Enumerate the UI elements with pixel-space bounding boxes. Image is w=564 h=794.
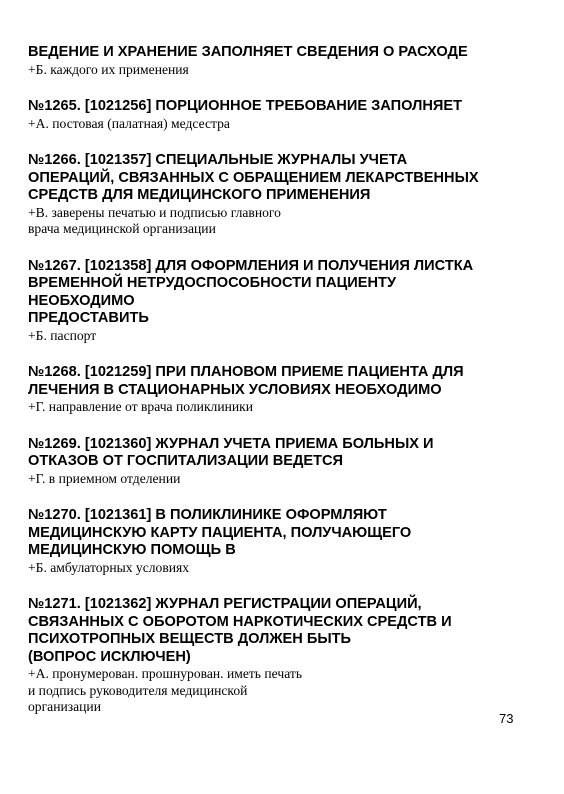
answer-text [28, 328, 538, 345]
answer-text [28, 205, 538, 238]
question-text [28, 258, 538, 328]
question-text [28, 436, 538, 471]
question-line: №1266. [1021357] СПЕЦИАЛЬНЫЕ ЖУРНАЛЫ УЧЕТА [28, 152, 408, 168]
answer-line: +В. заверены печатью и подписью главного [28, 204, 281, 220]
question-line: ВЕДЕНИЕ И ХРАНЕНИЕ ЗАПОЛНЯЕТ СВЕДЕНИЯ О РАСХОДЕ [28, 44, 468, 60]
question-line: №1265. [1021256] ПОРЦИОННОЕ ТРЕБОВАНИЕ ЗАПОЛНЯЕТ [28, 98, 462, 114]
question-line: №1267. [1021358] ДЛЯ ОФОРМЛЕНИЯ И ПОЛУЧЕНИЯ ЛИСТКА [28, 257, 474, 274]
answer-line: +Г. в приемном отделении [28, 470, 181, 486]
question-line: №1271. [1021362] ЖУРНАЛ РЕГИСТРАЦИИ ОПЕРАЦИЙ, [28, 596, 422, 612]
answer-text [28, 560, 538, 577]
question-line: ВРЕМЕННОЙ НЕТРУДОСПОСОБНОСТИ ПАЦИЕНТУ [28, 275, 397, 291]
question-block [28, 44, 538, 78]
answer-line: +Б. амбулаторных условиях [28, 559, 190, 575]
question-text [28, 507, 538, 560]
question-block [28, 98, 538, 132]
answer-text [28, 471, 538, 488]
question-block [28, 596, 538, 716]
answer-line: организации [28, 699, 101, 714]
document-body [28, 44, 538, 736]
answer-line: врача медицинской организации [28, 221, 216, 236]
question-block [28, 258, 538, 345]
question-line: ПРЕДОСТАВИТЬ [28, 310, 149, 326]
question-line: ОТКАЗОВ ОТ ГОСПИТАЛИЗАЦИИ ВЕДЕТСЯ [28, 453, 344, 469]
answer-text [28, 62, 538, 79]
answer-text [28, 666, 538, 716]
page-number: 73 [499, 711, 514, 726]
question-line: СРЕДСТВ ДЛЯ МЕДИЦИНСКОГО ПРИМЕНЕНИЯ [28, 187, 371, 203]
question-line: ЛЕЧЕНИЯ В СТАЦИОНАРНЫХ УСЛОВИЯХ НЕОБХОДИМО [28, 381, 442, 398]
question-text [28, 596, 538, 666]
question-line: ОПЕРАЦИЙ, СВЯЗАННЫХ С ОБРАЩЕНИЕМ ЛЕКАРСТВЕННЫХ [28, 169, 479, 186]
question-block [28, 507, 538, 576]
question-block [28, 364, 538, 416]
question-line: №1268. [1021259] ПРИ ПЛАНОВОМ ПРИЕМЕ ПАЦИЕНТА ДЛЯ [28, 364, 464, 380]
question-line: ПСИХОТРОПНЫХ ВЕЩЕСТВ ДОЛЖЕН БЫТЬ [28, 631, 352, 647]
answer-text [28, 399, 538, 416]
answer-line: +Г. направление от врача поликлиники [28, 399, 254, 414]
answer-line: +А. пронумерован. прошнурован. иметь печать [28, 666, 303, 681]
question-text [28, 44, 538, 62]
question-line: НЕОБХОДИМО [28, 292, 135, 309]
question-text [28, 364, 538, 399]
question-block [28, 152, 538, 238]
question-line: №1270. [1021361] В ПОЛИКЛИНИКЕ ОФОРМЛЯЮТ [28, 507, 387, 523]
answer-line: и подпись руководителя медицинской [28, 682, 248, 698]
answer-line: +Б. паспорт [28, 327, 97, 343]
question-text [28, 98, 538, 116]
question-line: №1269. [1021360] ЖУРНАЛ УЧЕТА ПРИЕМА БОЛЬНЫХ И [28, 435, 434, 452]
question-line: СВЯЗАННЫХ С ОБОРОТОМ НАРКОТИЧЕСКИХ СРЕДСТВ И [28, 613, 452, 630]
question-line: (ВОПРОС ИСКЛЮЧЕН) [28, 648, 191, 665]
answer-text [28, 116, 538, 133]
question-text [28, 152, 538, 205]
question-line: МЕДИЦИНСКУЮ КАРТУ ПАЦИЕНТА, ПОЛУЧАЮЩЕГО [28, 524, 412, 541]
question-line: МЕДИЦИНСКУЮ ПОМОЩЬ В [28, 542, 236, 558]
answer-line: +А. постовая (палатная) медсестра [28, 115, 230, 131]
answer-line: +Б. каждого их применения [28, 61, 189, 77]
question-block [28, 436, 538, 488]
